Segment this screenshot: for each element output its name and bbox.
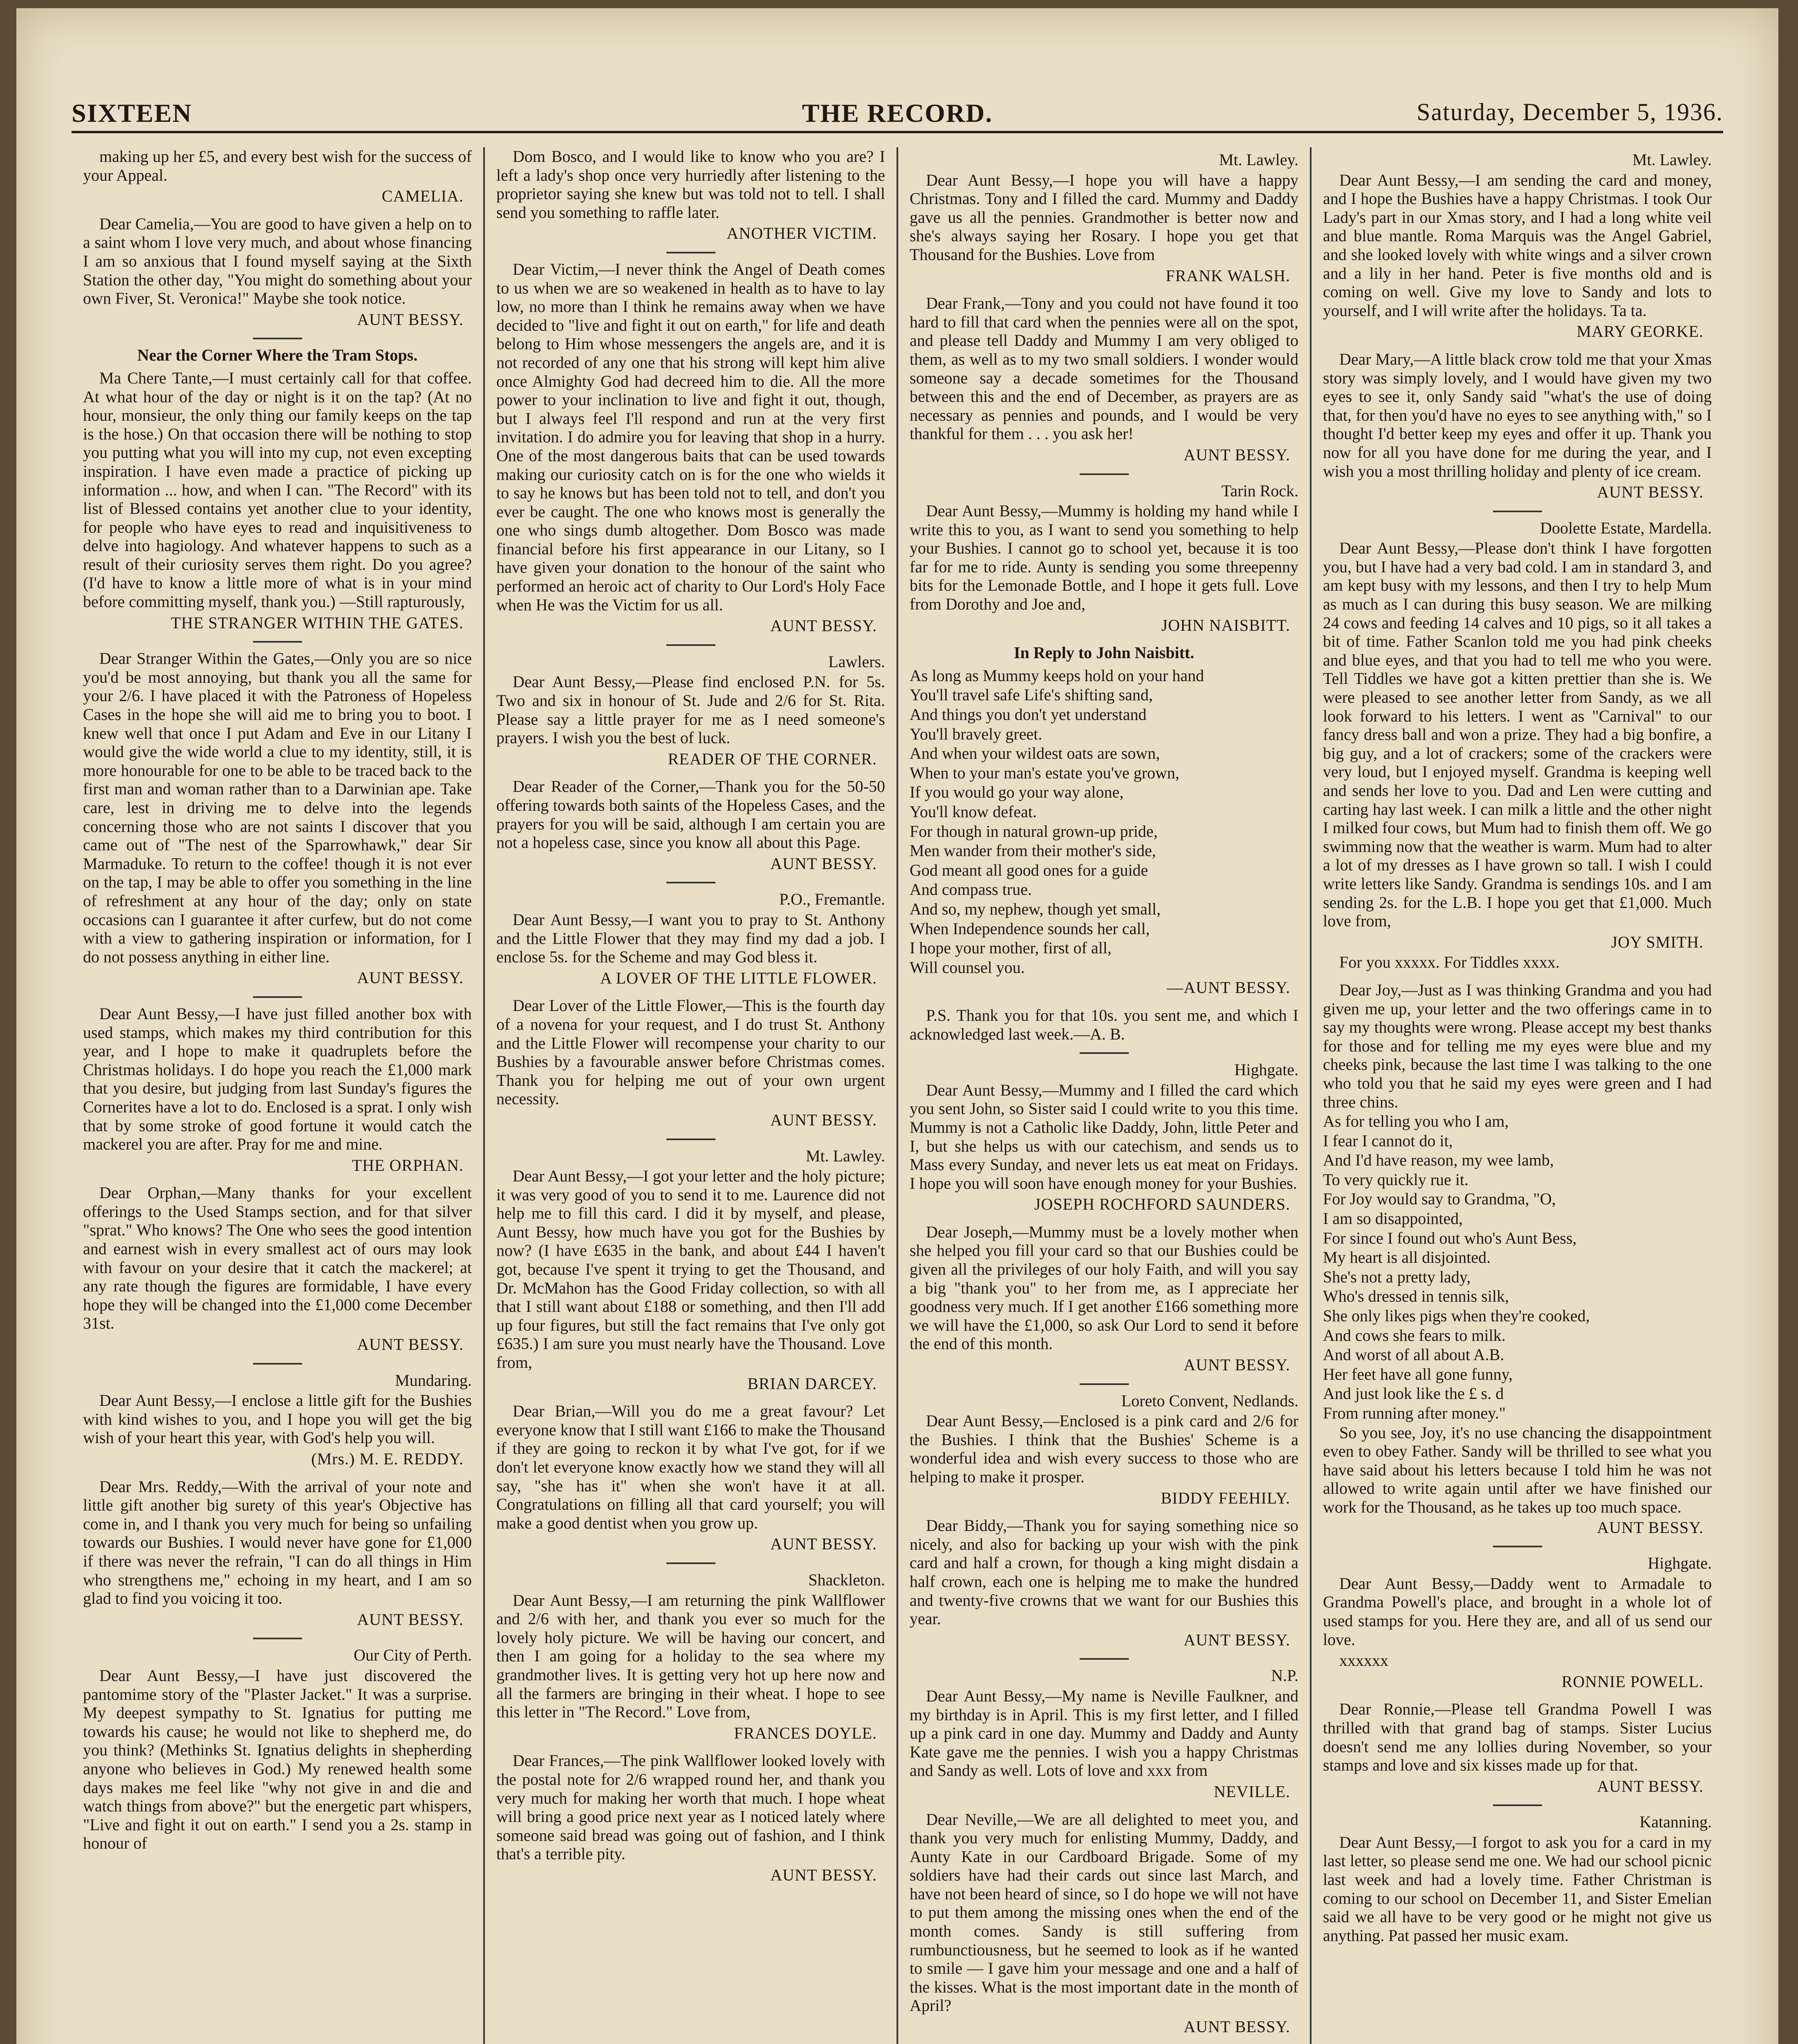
signature: AUNT BESSY. — [770, 1865, 877, 1884]
reply — [83, 1477, 472, 1629]
poem-line: She only likes pigs when they're cooked, — [1323, 1307, 1590, 1325]
signature: AUNT BESSY. — [1597, 1777, 1704, 1795]
poem-line: She's not a pretty lady, — [1323, 1267, 1471, 1286]
letter-body: Dear Aunt Bessy,—Daddy went to Armadale to Grandma Powell's place, and brought in a whole lot of used stamps for you. Here they are, and all of us send our love. — [1323, 1574, 1712, 1649]
letter — [496, 652, 885, 769]
letter-address: Near the Corner Where the Tram Stops. — [137, 346, 418, 365]
poem-line: And compass true. — [910, 880, 1032, 899]
poem-line: From running after money." — [1323, 1404, 1506, 1422]
letter-body: Dear Aunt Bessy,—I am returning the pink Wallflower and 2/6 with her, and thank you ever so much for the lovely holy picture. We will be having our concert, and then I am going for a holiday to the sea where my grandmother lives. It is getting very hot up here now and all the farmers are bringing in their wheat. I hope to see this letter in "The Record." Love from, — [496, 1591, 885, 1721]
letter — [83, 1646, 472, 1853]
letter — [1323, 1813, 1712, 1945]
signature: AUNT BESSY. — [1597, 483, 1704, 502]
reply — [910, 294, 1298, 464]
poem-line: And just look like the £ s. d — [1323, 1384, 1504, 1403]
letter-body: Dear Aunt Bessy,—Please don't think I have forgotten you, but I have had a very bad cold. I am in standard 3, and am kept busy with my lessons, and then I try to help Mum as much as I can during this busy season. We are milking 24 cows and feeding 14 calves and 10 pigs, so it all takes a bit of time. Father Scanlon told me you had pink cheeks and blue eyes, and that you had to tell me who you were. Tell Tiddles we have got a kitten prettier than she is. We were pleased to see another letter from Sandy, as we all look forward to his letters. I went as "Carnival" to our fancy dress ball and won a prize. They had a big bonfire, a big guy, and a lot of crackers; some of the crackers were very loud, but I enjoyed myself. Grandma is keeping well and sends her love to you. Dad and Len were cutting and carting hay last week. I can milk a little and the other night I milked four cows, but Mum had to finish them off. We go swimming now that the weather is warm. Mum had to alter a lot of my dresses as I have grown so tall. I wish I could write letters like Sandy. Grandma is sendings 10s. and I am sending 2s. for the L.B. I hope you get that £1,000. Much love from, — [1323, 539, 1712, 930]
poem-line: God meant all good ones for a guide — [910, 861, 1148, 879]
postscript — [910, 1006, 1298, 1043]
letter — [83, 1371, 472, 1468]
reply-body: Dear Reader of the Corner,—Thank you for the 50-50 offering towards both saints of the Hopeless Cases, and the prayers for you will be said, although I am certain you are not a hopeless case, since you know all about this Page. — [496, 777, 885, 852]
letter-body: Ma Chere Tante,—I must certainly call for that coffee. At what hour of the day or night is it on the tap? (At no hour, monsieur, the only thing our family keeps on the tap is the hose.) On that occasion there will be nothing to stop you putting what you will into my cup, not even excepting inspiration. I have even made a practice of picking up information ... how, and when I can. "The Record" with its list of Blessed contains yet another clue to your identity, for people who have eyes to read and inquisitiveness to delve into hagiology. And whatever happens to such as a result of their curiosity serves them right. Do you agree? (I'd have to know a little more of what is in your mind before committing myself, thank you.) —Still rapturously, — [83, 368, 472, 611]
letter — [1323, 519, 1712, 972]
poem-line: Will counsel you. — [910, 958, 1025, 977]
reply-body: Dear Frank,—Tony and you could not have found it too hard to fill that card when the pennies were all on the spot, and please tell Daddy and Mummy I am very obliged to them, as well as to my two small soldiers. I wonder would someone say a decade sometimes for the Thousand between this and the end of December, as prayers are as necessary as pennies and pounds, and I would be very thankful for them . . . you ask her! — [910, 294, 1298, 443]
letter-place: Highgate. — [1648, 1554, 1712, 1573]
signature: AUNT BESSY. — [357, 968, 464, 987]
poem-line: And things you don't yet understand — [910, 705, 1147, 724]
divider — [1080, 1383, 1129, 1385]
poem-line: Who's dressed in tennis silk, — [1323, 1287, 1509, 1306]
letter-place: Doolette Estate, Mardella. — [1540, 518, 1712, 537]
divider — [253, 338, 302, 339]
poem-line: Her feet have all gone funny, — [1323, 1365, 1513, 1383]
poem-line: For since I found out who's Aunt Bess, — [1323, 1228, 1577, 1247]
divider — [666, 252, 715, 253]
signature: CAMELIA. — [381, 187, 464, 206]
newspaper-page — [16, 8, 1778, 2044]
poem-line: My heart is all disjointed. — [1323, 1248, 1491, 1267]
signature: AUNT BESSY. — [357, 1610, 464, 1629]
reply — [496, 996, 885, 1129]
signature: AUNT BESSY. — [1184, 1630, 1290, 1649]
letter — [910, 150, 1298, 285]
signature: AUNT BESSY. — [1184, 445, 1290, 464]
paper-title: THE RECORD. — [802, 99, 993, 128]
poem-line: For though in natural grown-up pride, — [910, 822, 1158, 840]
divider — [1080, 473, 1129, 475]
signature: JOHN NAISBITT. — [1161, 616, 1290, 634]
masthead — [72, 69, 1723, 133]
poem-line: You'll know defeat. — [910, 802, 1037, 821]
divider — [1080, 1052, 1129, 1054]
divider — [253, 641, 302, 643]
letter-body: Dear Aunt Bessy,—Mummy is holding my hand while I write this to you, as I want to send you something to help your Bushies. I cannot go to school yet, because it is too far for me to ride. Aunty is sending you some threepenny bits for the Lemonade Bottle, and I hope it gets full. Love from Dorothy and Joe and, — [910, 502, 1298, 614]
signature: READER OF THE CORNER. — [668, 749, 877, 768]
letter — [1323, 150, 1712, 341]
divider — [1493, 1804, 1542, 1806]
signature: AUNT BESSY. — [770, 854, 877, 873]
letter — [910, 1060, 1298, 1214]
letter-place: P.O., Fremantle. — [779, 890, 885, 909]
kisses-line: For you xxxxx. For Tiddles xxxx. — [1339, 953, 1560, 972]
letter-body: Dear Aunt Bessy,—I have just filled another box with used stamps, which makes my third contribution for this year, and I hope to make it quadruplets before the Christmas holidays. I do hope you reach the £1,000 mark that you desire, but judging from last Sunday's figures the Cornerites have a lot to do. Enclosed is a sprat. I only wish that by some stroke of good fortune it would catch the mackerel you are after. Pray for me and mine. — [83, 1004, 472, 1154]
reply — [910, 1516, 1298, 1649]
signature: AUNT BESSY. — [1184, 1356, 1290, 1374]
signature: AUNT BESSY. — [770, 1110, 877, 1129]
divider — [253, 996, 302, 998]
signature: THE ORPHAN. — [352, 1156, 464, 1174]
signature: AUNT BESSY. — [770, 616, 877, 635]
reply-body: Dear Joseph,—Mummy must be a lovely mother when she helped you fill your card so that our Bushies could be given all the privileges of our holy Faith, and will you say a big "thank you" to her from me, as I appreciate her goodness very much. If I get another £166 something more we will have the £1,000, so ask Our Lord to send it before the end of this month. — [910, 1222, 1298, 1353]
letter-body: Dear Aunt Bessy,—I got your letter and the holy picture; it was very good of you to send it to me. Laurence did not help me to fill this card. I did it by myself, and please, Aunt Bessy, how much have you got for the Bushies by now? (I have £635 in the bank, and about £44 I haven't got, because I've spent it trying to get the Thousand, and Dr. McMahon has the Good Friday collection, so with all that I still want about £188 or something, and then I'll add up four figures, but still the fact remains that I've only got £635.) I am sure you must nearly have the Thousand. Love from, — [496, 1167, 885, 1372]
poem-line: For Joy would say to Grandma, "O, — [1323, 1190, 1556, 1208]
poem-line: And worst of all about A.B. — [1323, 1345, 1504, 1364]
letter — [496, 147, 885, 243]
reply-body: So you see, Joy, it's no use chancing the disappointment even to obey Father. Sandy will be thrilled to see what you have said about his letters because I told him he was not allowed to write again until after we have finished our work for the Thousand, as he takes up too much space. — [1323, 1423, 1712, 1516]
letter-body: Dear Aunt Bessy,—I am sending the card and money, and I hope the Bushies have a happy Christmas. I took Our Lady's part in our Xmas story, and I had a long white veil and blue mantle. Roma Marquis was the Angel Gabriel, and she looked lovely with white wings and a silver crown and a lily in her hand. Peter is five months old and is coming on well. Give my love to Sandy and lots to yourself, and I will write after the holidays. Ta ta. — [1323, 170, 1712, 320]
letter-body: making up her £5, and every best wish for the success of your Appeal. — [83, 147, 472, 184]
signature: JOSEPH ROCHFORD SAUNDERS. — [1034, 1195, 1290, 1214]
letter-place: Highgate. — [1234, 1060, 1298, 1079]
signature: BIDDY FEEHILY. — [1161, 1488, 1290, 1507]
reply — [83, 649, 472, 987]
letter-body: Dear Aunt Bessy,—I hope you will have a happy Christmas. Tony and I filled the card. Mummy and Daddy gave us all the pennies. Grandmother is better now and she's always saying her Rosary. I hope you get that Thousand for the Bushies. Love from — [910, 170, 1298, 264]
poem-line: When to your man's estate you've grown, — [910, 763, 1179, 782]
letter-place: Our City of Perth. — [354, 1646, 472, 1665]
letter-place: Shackleton. — [808, 1570, 885, 1589]
poem-line: As long as Mummy keeps hold on your hand — [910, 666, 1204, 685]
poem-line: I hope your mother, first of all, — [910, 939, 1112, 957]
kisses-line: xxxxxx — [1339, 1651, 1388, 1670]
divider — [666, 644, 715, 646]
reply — [1323, 1700, 1712, 1795]
divider — [1493, 1546, 1542, 1547]
reply-body: Dear Stranger Within the Gates,—Only you are so nice you'd be most annoying, but thank you all the same for your 2/6. I have placed it with the Patroness of Hopeless Cases in the hope she will aid me to bring you to boot. I knew well that once I put Adam and Eve in our Litany I would give the wide world a clue to my identity, still, it is more honourable for one to be able to be traced back to the first man and woman rather than to a Darwinian ape. Take care, lest in driving me to delve into the legends concerning those who are not saints I discover that you came out of "The nest of the Sparrowhawk," dear Sir Marmaduke. To return to the coffee! though it is not ever on the tap, I may be able to offer you something in the line of refreshment at any hour of the day; only on state occasions can I guarantee it after curfew, but do not come with a view to gathering inspiration or information, for I do not possess anything in either line. — [83, 649, 472, 966]
issue-date: Saturday, December 5, 1936. — [1417, 99, 1723, 126]
column-4 — [1312, 147, 1723, 2044]
poem-line: As for telling you who I am, — [1323, 1112, 1509, 1131]
poem-reply — [910, 643, 1298, 997]
reply-body: Dear Biddy,—Thank you for saying something nice so nicely, and also for backing up your wish with the pink card and half a crown, for though a king might disdain a half crown, each one is helping me to make the hundred and twenty-five crowns that we want for our Bushies this year. — [910, 1516, 1298, 1628]
letter — [83, 346, 472, 632]
divider — [666, 1139, 715, 1140]
letter — [910, 482, 1298, 635]
reply — [910, 1810, 1298, 2036]
signature: AUNT BESSY. — [770, 1535, 877, 1553]
letter-place: Mt. Lawley. — [805, 1146, 885, 1165]
column-1 — [72, 147, 485, 2044]
reply — [496, 777, 885, 873]
letter-place: Lawlers. — [828, 652, 885, 671]
signature: NEVILLE. — [1214, 1782, 1290, 1801]
signature: MARY GEORKE. — [1576, 322, 1704, 341]
signature: THE STRANGER WITHIN THE GATES. — [170, 613, 464, 632]
divider — [1080, 1658, 1129, 1660]
signature: RONNIE POWELL. — [1561, 1672, 1704, 1691]
reply-body: Dear Mrs. Reddy,—With the arrival of your note and little gift another big surety of this year's Objective has come in, and I thank you very much for being so unfailing towards our Bushies. I would never have gone for £1,000 if there was never the refrain, "I can do all things in Him who strengthens me," echoing in my heart, and I am so glad to find you voicing it too. — [83, 1477, 472, 1608]
letter — [496, 1571, 885, 1742]
letter-body: Dear Aunt Bessy,—I forgot to ask you for a card in my last letter, so please send me one. We had our school picnic last week and had a lovely time. Father Christman is coming to our school on December 11, and Sister Emelian said we all have to be very good or he might not give us anything. Pat passed her music exam. — [1323, 1833, 1712, 1945]
postscript-body: P.S. Thank you for that 10s. you sent me, and which I acknowledged last week.—A. B. — [910, 1006, 1298, 1043]
poem-title: In Reply to John Naisbitt. — [1013, 643, 1195, 662]
signature: BRIAN DARCEY. — [747, 1374, 877, 1393]
letter-body: Dear Aunt Bessy,—Please find enclosed P.N. for 5s. Two and six in honour of St. Jude and 2/6 for St. Rita. Please say a little prayer for me as I need someone's prayers. I wish you the best of luck. — [496, 672, 885, 747]
reply — [83, 1183, 472, 1354]
poem-line: I am so disappointed, — [1323, 1209, 1463, 1228]
letter — [910, 1392, 1298, 1508]
column-3 — [898, 147, 1312, 2044]
divider — [1493, 511, 1542, 512]
reply — [1323, 350, 1712, 502]
letter-body: Dear Aunt Bessy,—My name is Neville Faulkner, and my birthday is in April. This is my first letter, and I filled up a pink card in one day. Mummy and Daddy and Aunty Kate gave me the pennies. I wish you a happy Christmas and Sandy as well. Lots of love and xxx from — [910, 1686, 1298, 1780]
poem-line: When Independence sounds her call, — [910, 919, 1150, 938]
reply-body: Dear Lover of the Little Flower,—This is the fourth day of a novena for your request, and I do trust St. Anthony and the Little Flower will recompense your charity to our Bushies by a favourable answer before Christmas comes. Thank you for helping me out of your own urgent necessity. — [496, 996, 885, 1108]
reply-body: Dear Victim,—I never think the Angel of Death comes to us when we are so weakened in health as to have to lay low, no more than I think he remains away when we have decided to "live and fight it out on earth," for life and death belong to Him whose messengers the angels are, and it is not recorded of any one that his strong will kept him alive once Almighty God had decreed him to die. All the more power to your inclination to live and fight it out, though, but I always feel I'll respond and run at the very first invitation. I do admire you for leaving that shop in a hurry. One of the most dangerous baits that can be used towards making our curiosity catch on is for the one who wields it to say he knows but has been told not to tell, and don't you ever be caught. The one who knows most is generally the one who sings dumb altogether. Dom Bosco was made financial before his first appearance in our Litany, so I have given your donation to the honour of the saint who performed an heroic act of charity to Our Lord's Holy Face when He was the Victim for us all. — [496, 260, 885, 614]
reply-body: Dear Joy,—Just as I was thinking Grandma and you had given me up, your letter and the two offerings came in to say my thoughts were wrong. Please accept my best thanks for those and for telling me my eyes were blue and my cheeks pink, because the last time I was talking to the one who told you that he said my eyes were green and I had three chins. — [1323, 980, 1712, 1111]
signature: AUNT BESSY. — [357, 1335, 464, 1354]
reply-body: Dear Neville,—We are all delighted to meet you, and thank you very much for enlisting Mummy, Daddy, and Aunty Kate in our Cardboard Brigade. Some of my soldiers have had their cards out since last March, and have not been heard of since, so I do hope we will not have to put them among the missing ones when the end of the month comes. Sandy is still suffering from rumbunctiousness, but he seemed to look as if he wanted to smile — I gave him your message and one and a half of the kisses. What is the most important date in the month of April? — [910, 1810, 1298, 2015]
reply-body: Dear Orphan,—Many thanks for your excellent offerings to the Used Stamps section, and for that silver "sprat." Who knows? The One who sees the good intention and earnest wish in every smallest act of ours may look with favour on your desire that it catch the mackerel; at any rate though the figures are formidable, I have every hope they will be changed into the £1,000 come December 31st. — [83, 1183, 472, 1333]
poem-line: And cows she fears to milk. — [1323, 1326, 1506, 1345]
letter-place: Katanning. — [1639, 1813, 1712, 1831]
divider — [253, 1363, 302, 1365]
reply-body: Dear Frances,—The pink Wallflower looked lovely with the postal note for 2/6 wrapped round her, and thank you very much for making her worth that much. I hope wheat will bring a good price next year as I noticed lately where someone said bread was going out of fashion, and I think that's a terrible pity. — [496, 1751, 885, 1863]
letter-body: Dom Bosco, and I would like to know who you are? I left a lady's shop once very hurriedly after listening to the proprietor saying she knew but was told not to tell. I shall send you something to raffle later. — [496, 147, 885, 222]
columns — [72, 147, 1723, 2044]
letter-body: Dear Aunt Bessy,—Enclosed is a pink card and 2/6 for the Bushies. I think that the Bushies' Scheme is a wonderful idea and wish every success to those who are helping to make it prosper. — [910, 1412, 1298, 1486]
poem-line: And so, my nephew, though yet small, — [910, 899, 1161, 918]
letter-body: Dear Aunt Bessy,—Mummy and I filled the card which you sent John, so Sister said I could write to you this time. Mummy is not a Catholic like Daddy, John, little Peter and I, but she helps us with our catechism, and sends us to Mass every Sunday, and never lets us eat meat on Fridays. I hope you will soon have enough money for your Bushies. — [910, 1080, 1298, 1192]
letter — [83, 147, 472, 206]
letter — [496, 890, 885, 987]
signature: (Mrs.) M. E. REDDY. — [311, 1450, 464, 1468]
letter-place: N.P. — [1271, 1666, 1298, 1685]
signature: —AUNT BESSY. — [1167, 978, 1290, 997]
reply-body: Dear Mary,—A little black crow told me that your Xmas story was simply lovely, and I would have given my two eyes to see it, only Sandy said "what's the use of doing that, for then you'd have no eyes to see anything with," so I thought I'd better keep my eyes and offer it up. Thank you now for all you have done for me during the year, and I wish you a most thrilling holiday and plenty of ice cream. — [1323, 350, 1712, 480]
letter-body: Dear Aunt Bessy,—I have just discovered the pantomime story of the "Plaster Jacket." It was a surprise. My deepest sympathy to St. Ignatius for putting me towards his cause; he would not like to shepherd me, do you think? (Methinks St. Ignatius delights in shepherding anyone who believes in God.) My renewed health some days makes me feel like "why not give in and die and watch things from above?" but the energetic part whispers, "Live and fight it out on earth." I send you a 2s. stamp in honour of — [83, 1666, 472, 1853]
signature: AUNT BESSY. — [1597, 1518, 1704, 1537]
reply-body: Dear Ronnie,—Please tell Grandma Powell I was thrilled with that grand bag of stamps. Sister Lucius doesn't send me any lollies during November, so your stamps and love and six kisses made up for that. — [1323, 1700, 1712, 1775]
poem-line: You'll bravely greet. — [910, 724, 1042, 743]
poem-line: Men wander from their mother's side, — [910, 841, 1156, 860]
reply — [83, 215, 472, 329]
divider — [666, 1562, 715, 1564]
poem-line: You'll travel safe Life's shifting sand, — [910, 686, 1153, 704]
poem-line: And I'd have reason, my wee lamb, — [1323, 1151, 1554, 1170]
poem-line: If you would go your way alone, — [910, 783, 1124, 802]
page-number: SIXTEEN — [72, 99, 192, 128]
signature: AUNT BESSY. — [1184, 2017, 1290, 2036]
letter — [1323, 1554, 1712, 1691]
letter-place: Loreto Convent, Nedlands. — [1121, 1391, 1298, 1410]
column-2 — [485, 147, 898, 2044]
poem-line: I fear I cannot do it, — [1323, 1131, 1453, 1150]
reply-body: Dear Camelia,—You are good to have given a help on to a saint whom I love very much, and about whose financing I am so anxious that I found myself saying at the Sixth Station the other day, "You might do something about your own Fiver, St. Veronica!" Maybe she took notice. — [83, 214, 472, 308]
reply-with-poem — [1323, 981, 1712, 1537]
letter-body: Dear Aunt Bessy,—I want you to pray to St. Anthony and the Little Flower that they may find my dad a job. I enclose 5s. for the Scheme and may God bless it. — [496, 910, 885, 966]
poem-line: And when your wildest oats are sown, — [910, 744, 1160, 763]
reply — [910, 1223, 1298, 1374]
letter-body: Dear Aunt Bessy,—I enclose a little gift for the Bushies with kind wishes to you, and I hope you will get the big wish of your heart this year, with God's help you will. — [83, 1391, 472, 1447]
poem-line: To very quickly rue it. — [1323, 1170, 1468, 1189]
letter-place: Mt. Lawley. — [1219, 150, 1298, 169]
signature: A LOVER OF THE LITTLE FLOWER. — [600, 968, 877, 987]
reply — [496, 260, 885, 635]
divider — [666, 882, 715, 883]
signature: ANOTHER VICTIM. — [726, 224, 877, 243]
letter — [496, 1147, 885, 1393]
signature: FRANK WALSH. — [1166, 266, 1290, 285]
letter — [83, 1004, 472, 1174]
reply — [496, 1751, 885, 1884]
signature: FRANCES DOYLE. — [734, 1724, 877, 1742]
divider — [253, 1638, 302, 1639]
signature: JOY SMITH. — [1611, 932, 1704, 951]
letter — [910, 1666, 1298, 1801]
letter-place: Tarin Rock. — [1221, 481, 1298, 500]
letter-place: Mt. Lawley. — [1632, 150, 1712, 169]
letter-place: Mundaring. — [395, 1371, 472, 1390]
reply-body: Dear Brian,—Will you do me a great favour? Let everyone know that I still want £166 to make the Thousand if they are going to reckon it by what I've got, for if we don't let everyone know exactly how we stand they will all say, "she has it" when she won't have it at all. Congratulations on filling all that card yourself; you will make a good dentist when you grow up. — [496, 1402, 885, 1532]
reply — [496, 1402, 885, 1553]
signature: AUNT BESSY. — [357, 310, 464, 329]
